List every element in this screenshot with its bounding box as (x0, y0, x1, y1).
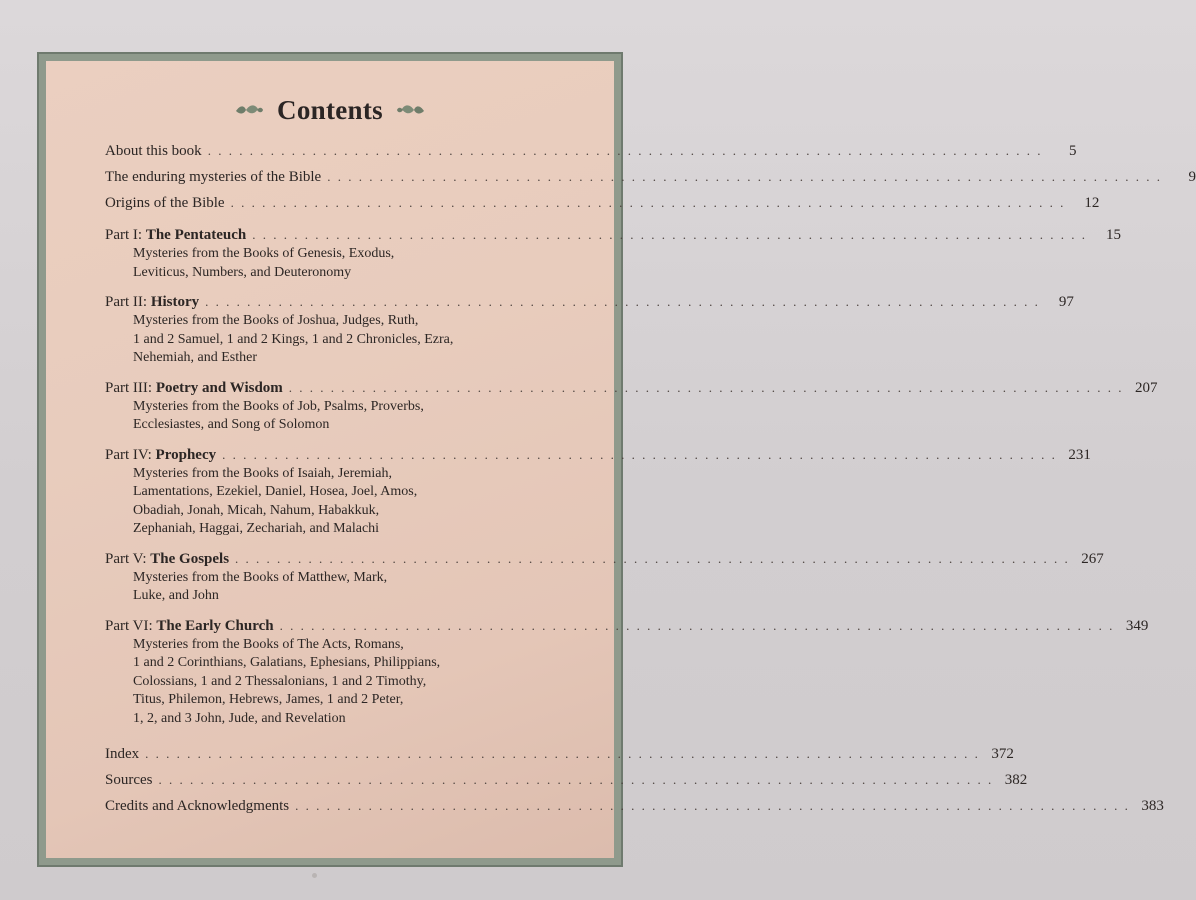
toc-entry (105, 547, 1104, 606)
toc-entry-label (105, 165, 321, 189)
page-number: 231 (1068, 446, 1091, 463)
toc-entry-label (105, 290, 199, 314)
dot-leader: . . . . . . . . . . . . . . . . . . . . . . . . . . . . . . . . . . . . . . . . . . . . . . . . . . . . . . . . . . . . . . . . . . . . . . . . . . . . . . . . (222, 446, 1057, 462)
toc-entry-line (105, 742, 1014, 766)
page-frame (37, 52, 1196, 867)
toc-entry-description (105, 465, 562, 539)
description-line: Mysteries from the Books of Genesis, Exodus, (133, 246, 395, 261)
description-line: Mysteries from the Books of Matthew, Mark, (133, 569, 388, 585)
dot-leader: . . . . . . . . . . . . . . . . . . . . . . . . . . . . . . . . . . . . . . . . . . . . . . . . . . . . . . . . . . . . . . . . . . . . . . . . . . . . . . . . (145, 746, 980, 761)
toc-entry-line (105, 376, 1158, 400)
page-number: 97 (1058, 294, 1074, 310)
toc-part-number: Part I: (105, 227, 146, 243)
page-title: Contents (277, 95, 383, 125)
dot-leader: . . . . . . . . . . . . . . . . . . . . . . . . . . . . . . . . . . . . . . . . . . . . . . . . . . . . . . . . . . . . . . . . . . . . . . . . . . . . . . . . (235, 550, 1070, 566)
toc-part-title: Prophecy (155, 446, 217, 463)
description-line: Obadiah, Jonah, Micah, Nahum, Habakkuk, (133, 502, 380, 518)
toc-entry-label (105, 742, 139, 766)
toc-entry-label (105, 191, 225, 215)
toc-part-number: Part III: (105, 379, 156, 396)
toc-entry-label (105, 794, 289, 818)
page-number: 372 (991, 746, 1014, 762)
toc-entry-line (105, 223, 1121, 247)
description-line: Colossians, 1 and 2 Thessalonians, 1 and 2 Timothy, (133, 673, 427, 689)
paper-speck (312, 873, 317, 878)
toc-entry-title: Index (105, 746, 140, 762)
dot-leader: . . . . . . . . . . . . . . . . . . . . . . . . . . . . . . . . . . . . . . . . . . . . . . . . . . . . . . . . . . . . . . . . . . . . . . . . . . . . . . . . (230, 195, 1066, 210)
description-line: Ecclesiastes, and Song of Solomon (133, 417, 330, 432)
description-line: Leviticus, Numbers, and Deuteronomy (133, 264, 352, 280)
description-line: 1 and 2 Samuel, 1 and 2 Kings, 1 and 2 Chronicles, Ezra, (133, 331, 454, 347)
toc-part-title: History (150, 294, 200, 310)
toc-part-title: The Gospels (150, 550, 230, 567)
description-line: Mysteries from the Books of Isaiah, Jeremiah, (133, 465, 392, 481)
toc-entry (105, 794, 1164, 818)
toc-entry-description (105, 569, 562, 606)
dot-leader: . . . . . . . . . . . . . . . . . . . . . . . . . . . . . . . . . . . . . . . . . . . . . . . . . . . . . . . . . . . . . . . . . . . . . . . . . . . . . . . . (327, 169, 1162, 184)
description-line: Mysteries from the Books of Job, Psalms, Proverbs, (133, 398, 424, 414)
dot-leader: . . . . . . . . . . . . . . . . . . . . . . . . . . . . . . . . . . . . . . . . . . . . . . . . . . . . . . . . . . . . . . . . . . . . . . . . . . . . . . . . (252, 227, 1087, 242)
description-line: Lamentations, Ezekiel, Daniel, Hosea, Joel, Amos, (133, 484, 418, 499)
description-line: Nehemiah, and Esther (133, 350, 258, 365)
toc-part-title: The Pentateuch (145, 227, 247, 243)
toc-entry (105, 768, 1028, 792)
toc-part-number: Part V: (105, 550, 151, 567)
toc-entry (105, 139, 1077, 163)
page-number: 207 (1135, 379, 1158, 396)
toc-entry (105, 290, 1074, 368)
description-line: 1 and 2 Corinthians, Galatians, Ephesians, Philippians, (133, 655, 441, 670)
toc-entry-label (105, 223, 246, 247)
dot-leader: . . . . . . . . . . . . . . . . . . . . . . . . . . . . . . . . . . . . . . . . . . . . . . . . . . . . . . . . . . . . . . . . . . . . . . . . . . . . . . . . (158, 772, 994, 787)
toc-entry-label (105, 614, 274, 638)
contents-heading (46, 95, 614, 126)
toc-part-number: Part VI: (105, 617, 157, 634)
page-number: 15 (1106, 227, 1121, 243)
description-line: Luke, and John (133, 588, 219, 603)
toc-entry-label (105, 547, 229, 571)
toc-entry (105, 376, 1158, 435)
page-number: 12 (1084, 195, 1100, 211)
toc-entry-line (105, 547, 1104, 571)
page-number: 382 (1004, 772, 1028, 788)
description-line: Titus, Philemon, Hebrews, James, 1 and 2 Peter, (133, 692, 404, 707)
toc-entry-line (105, 768, 1028, 792)
description-line: Zephaniah, Haggai, Zechariah, and Malachi (133, 521, 380, 536)
toc-entry-title: Sources (105, 772, 153, 788)
description-line: 1, 2, and 3 John, Jude, and Revelation (133, 710, 346, 726)
toc-entry-description (105, 245, 562, 282)
toc-entry-title: The enduring mysteries of the Bible (105, 169, 322, 185)
page-number: 267 (1081, 550, 1104, 567)
toc-entry-description (105, 636, 562, 729)
toc-entry-label (105, 768, 153, 792)
description-line: Mysteries from the Books of Joshua, Judges, Ruth, (133, 313, 419, 328)
dot-leader: . . . . . . . . . . . . . . . . . . . . . . . . . . . . . . . . . . . . . . . . . . . . . . . . . . . . . . . . . . . . . . . . . . . . . . . . . . . . . . . . (207, 143, 1043, 158)
dot-leader: . . . . . . . . . . . . . . . . . . . . . . . . . . . . . . . . . . . . . . . . . . . . . . . . . . . . . . . . . . . . . . . . . . . . . . . . . . . . . . . . (279, 617, 1115, 633)
leaf-ornament-right-icon (396, 103, 426, 117)
description-line: Mysteries from the Books of The Acts, Romans, (133, 636, 404, 652)
contents-panel (46, 61, 1196, 858)
toc-entry-label (105, 443, 216, 467)
toc-entry-title: About this book (105, 143, 202, 159)
toc-entry-label (105, 376, 283, 400)
toc-entry (105, 614, 1149, 729)
toc-entry-line (105, 794, 1164, 818)
toc-part-title: Poetry and Wisdom (155, 379, 283, 396)
toc-part-number: Part IV: (105, 446, 156, 463)
page-number: 383 (1141, 798, 1164, 814)
toc-entry (105, 191, 1100, 215)
toc-entry (105, 443, 1091, 539)
toc-entry (105, 165, 1196, 189)
toc-entry (105, 223, 1121, 282)
toc-entry-line (105, 614, 1149, 638)
toc-entry-description (105, 312, 562, 368)
page-number: 349 (1125, 617, 1149, 634)
toc-part-title: The Early Church (156, 617, 274, 634)
dot-leader: . . . . . . . . . . . . . . . . . . . . . . . . . . . . . . . . . . . . . . . . . . . . . . . . . . . . . . . . . . . . . . . . . . . . . . . . . . . . . . . . (295, 798, 1130, 813)
toc-entry-line (105, 290, 1074, 314)
toc-entry-line (105, 165, 1196, 189)
toc-entry (105, 742, 1014, 766)
dot-leader: . . . . . . . . . . . . . . . . . . . . . . . . . . . . . . . . . . . . . . . . . . . . . . . . . . . . . . . . . . . . . . . . . . . . . . . . . . . . . . . . (288, 379, 1124, 395)
page-number: 9 (1188, 169, 1196, 185)
toc-entry-title: Credits and Acknowledgments (105, 798, 290, 814)
dot-leader: . . . . . . . . . . . . . . . . . . . . . . . . . . . . . . . . . . . . . . . . . . . . . . . . . . . . . . . . . . . . . . . . . . . . . . . . . . . . . . . . (205, 294, 1040, 309)
toc-list (105, 139, 1196, 818)
toc-entry-description (105, 398, 562, 435)
toc-entry-line (105, 139, 1077, 163)
leaf-ornament-left-icon (234, 103, 264, 117)
toc-entry-line (105, 191, 1100, 215)
toc-entry-label (105, 139, 202, 163)
toc-entry-line (105, 443, 1091, 467)
toc-part-number: Part II: (105, 294, 151, 310)
page-number: 5 (1068, 143, 1077, 159)
toc-entry-title: Origins of the Bible (105, 195, 225, 211)
